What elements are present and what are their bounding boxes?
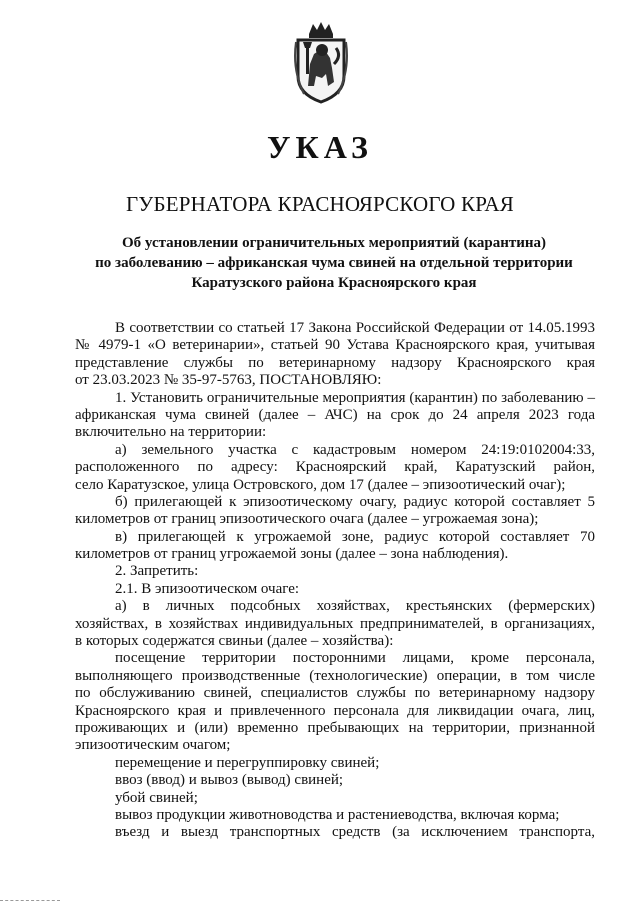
- body-text-line: эпизоотическим очагом;: [75, 737, 231, 754]
- body-text-line: по обслуживанию свиней, специалистов службы по ветеринарному надзору: [75, 685, 595, 702]
- body-text-line: от 23.03.2023 № 35-97-5763, ПОСТАНОВЛЯЮ:: [75, 372, 382, 389]
- body-text-line: б) прилегающей к эпизоотическому очагу, радиус которой составляет 5: [115, 493, 595, 510]
- body-text-line: километров от границ угрожаемой зоны (далее – зона наблюдения).: [75, 546, 509, 563]
- issuer-heading: ГУБЕРНАТОРА КРАСНОЯРСКОГО КРАЯ: [126, 192, 514, 216]
- body-text-line: убой свиней;: [115, 789, 198, 806]
- body-text-line: № 4979-1 «О ветеринарии», статьей 90 Устава Красноярского края, учитывая: [75, 337, 595, 354]
- body-text-line: в которых содержатся свиньи (далее – хозяйства):: [75, 633, 394, 650]
- body-text-line: хозяйствах, в хозяйствах индивидуальных предпринимателей, в организациях,: [75, 615, 595, 632]
- body-text-line: включительно на территории:: [75, 424, 267, 441]
- coat-of-arms-emblem: [292, 20, 350, 104]
- body-text-line: а) в личных подсобных хозяйствах, крестьянских (фермерских): [115, 598, 595, 615]
- body-text-line: въезд и выезд транспортных средств (за исключением транспорта,: [115, 824, 595, 841]
- title-line: Об установлении ограничительных мероприятий (карантина): [121, 235, 546, 251]
- body-text-line: В соответствии со статьей 17 Закона Российской Федерации от 14.05.1993: [115, 320, 595, 336]
- body-text-line: перемещение и перегруппировку свиней;: [115, 754, 380, 771]
- body-text-line: вывоз продукции животноводства и растениеводства, включая корма;: [115, 806, 560, 823]
- body-text-line: выполняющего производственные (технологические) операции, в том числе: [75, 667, 595, 684]
- body-text-line: посещение территории посторонними лицами, кроме персонала,: [115, 650, 595, 667]
- body-text-line: а) земельного участка с кадастровым номером 24:19:0102004:33,: [115, 441, 595, 458]
- body-text-line: африканская чума свиней (далее – АЧС) на срок до 24 апреля 2023 года: [75, 406, 595, 423]
- document-title: [74, 233, 594, 293]
- title-line: по заболеванию – африканская чума свиней на отдельной территории: [95, 255, 573, 271]
- body-text-line: село Каратузское, улица Островского, дом 17 (далее – эпизоотический очаг);: [75, 476, 566, 493]
- body-text-line: расположенного по адресу: Красноярский край, Каратузский район,: [75, 459, 595, 476]
- title-line: Каратузского района Красноярского края: [191, 275, 477, 291]
- body-text-line: 2. Запретить:: [115, 563, 199, 580]
- body-text-line: проживающих и (или) временно пребывающих на территории, признанной: [75, 719, 595, 736]
- body-text-line: 2.1. В эпизоотическом очаге:: [115, 580, 300, 597]
- body-text-line: километров от границ эпизоотического очага (далее – угрожаемая зона);: [75, 511, 539, 528]
- body-text-line: представление службы по ветеринарному надзору Красноярского края: [75, 354, 595, 371]
- body-text-line: Красноярского края и привлеченного персонала для ликвидации очага, лиц,: [75, 702, 595, 719]
- document-kind-heading: УКАЗ: [267, 129, 373, 165]
- document-body: [75, 320, 595, 842]
- scan-edge-mark: [0, 900, 60, 903]
- body-text-line: ввоз (ввод) и вывоз (вывод) свиней;: [115, 772, 344, 789]
- body-text-line: 1. Установить ограничительные мероприятия (карантин) по заболеванию –: [115, 389, 595, 406]
- body-text-line: в) прилегающей к угрожаемой зоне, радиус которой составляет 70: [115, 528, 595, 545]
